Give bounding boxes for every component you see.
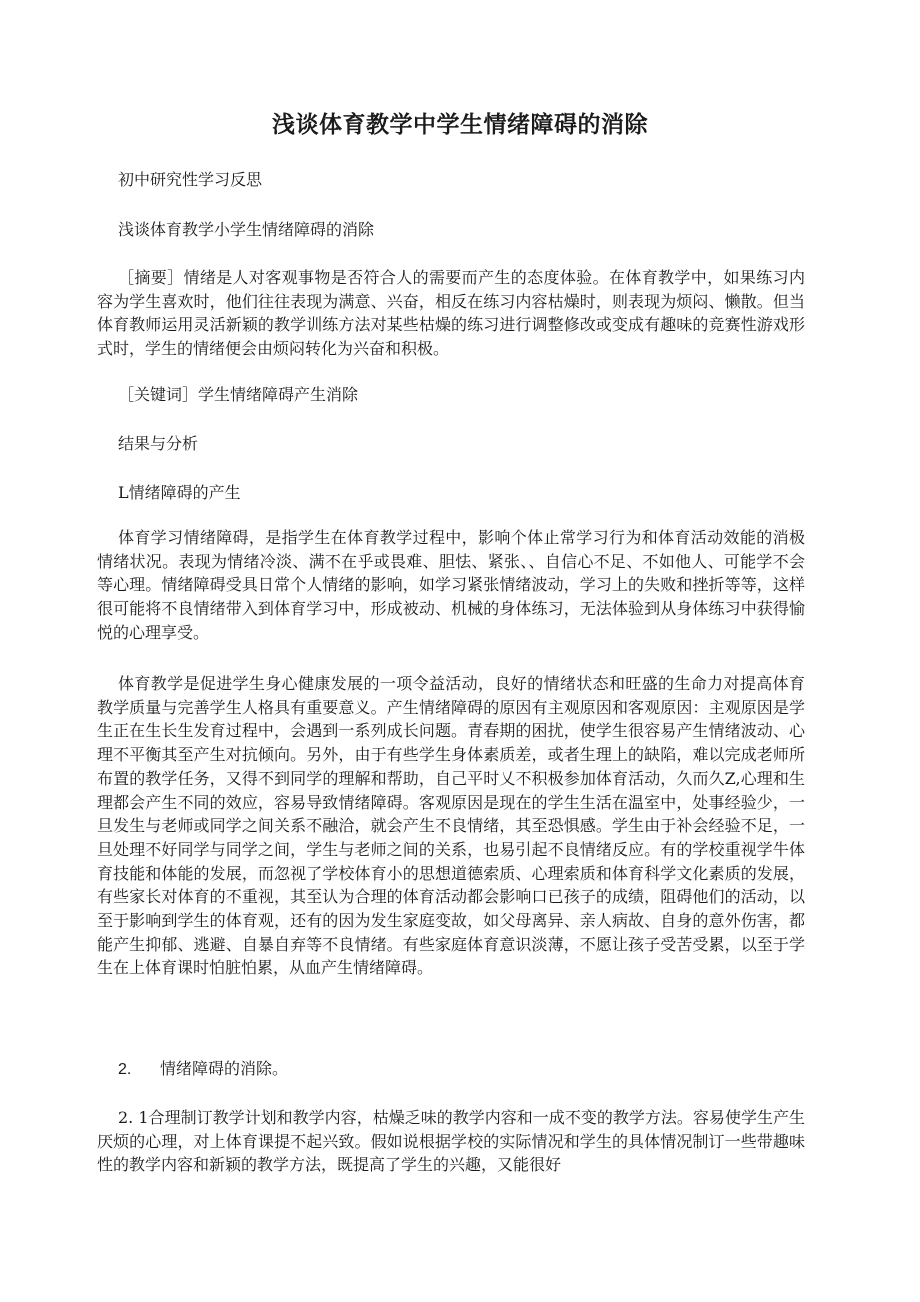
- section2-heading: [118, 1057, 288, 1082]
- subtitle-article: 浅谈体育教学小学生情绪障碍的消除: [118, 220, 375, 239]
- body-paragraph-1: 体育学习情绪障碍，是指学生在体育教学过程中，影响个体止常学习行为和体育活动效能的消极情绪状况。表现为情绪冷淡、满不在乎或畏难、胆怯、紧张、、自信心不足、不如他人、可能学不会等心理。情绪障碍受具日常个人情绪的影响，如学习紧张情绪波动，学习上的失败和挫折等等，这样很可能将不良情绪带入到体育学习中，形成被动、机械的身体练习，无法体验到从身体练习中获得愉悦的心理享受。: [97, 528, 805, 642]
- section-results-heading: 结果与分析: [118, 434, 199, 453]
- document-title: 浅谈体育教学中学生情绪障碍的消除: [272, 112, 648, 138]
- section2-title: 情绪障碍的消除。: [160, 1059, 289, 1078]
- body-paragraph-2: 体育教学是促进学生身心健康发展的一项令益活动，良好的情绪状态和旺盛的生命力对提高体育教学质量与完善学生人格具有重要意义。产生情绪障碍的原因有主观原因和客观原因：主观原因是学生正在生长生发育过程中，会遇到一系列成长问题。青春期的困扰，使学生很容易产生情绪波动、心理不平衡其至产生对抗倾向。另外，由于有些学生身体素质差，或者生理上的缺陷，难以完成老师所布置的教学任务，又得不到同学的理解和帮助，自己平时乂不积极参加体育活动，久而久Z,心理和生理都会产生不同的效应，容易导致情绪障碍。客观原因是现在的学生生活在温室中，处事经验少，一旦发生与老师或同学之间关系不融洽，就会产生不良情绪，其至恐惧感。学生由于补会经验不足，一旦处理不好同学与同学之间，学生与老师之间的关系，也易引起不良情绪反应。有的学校重视学牛体育技能和体能的发展，而忽视了学校体育小的思想道德索质、心理索质和体育科学文化素质的发展，有些家长对体育的不重视，其至认为合理的体育活动都会影响口已孩子的成绩，阻碍他们的活动，以至于影响到学生的体育观，还有的因为发生家庭变故，如父母离异、亲人病故、自身的意外伤害，都能产生抑郁、逃避、自暴自弃等不良情绪。有些家庭体育意识淡薄，不愿让孩子受苦受累，以至于学生在上体育课时怕脏怕累，从血产生情绪障碍。: [97, 674, 805, 978]
- section1-heading: L情绪障碍的产生: [118, 483, 241, 502]
- body-paragraph-3: 2. 1合理制订教学计划和教学内容，枯燥乏味的教学内容和一成不变的教学方法。容易使学生产生厌烦的心理，对上体育课提不起兴致。假如说根据学校的实际情况和学生的具体情况制订一些带趣味性的教学内容和新颖的教学方法，既提高了学生的兴趣，又能很好: [97, 1108, 805, 1175]
- subtitle-reflection: 初中研究性学习反思: [118, 170, 263, 189]
- section2-number: 2.: [118, 1061, 132, 1078]
- keywords-line: ［关键词］学生情绪障碍产生消除: [118, 385, 359, 404]
- abstract-paragraph: ［摘要］情绪是人对客观事物是否符合人的需要而产生的态度体验。在体育教学中，如果练习内容为学生喜欢时，他们往往表现为满意、兴奋，相反在练习内容枯燥时，则表现为烦闷、懒散。但当体育教师运用灵活新颖的教学训练方法对某些枯燥的练习进行调整修改或变成有趣味的竞赛性游戏形式时，学生的情绪便会由烦闷转化为兴奋和积极。: [97, 268, 805, 359]
